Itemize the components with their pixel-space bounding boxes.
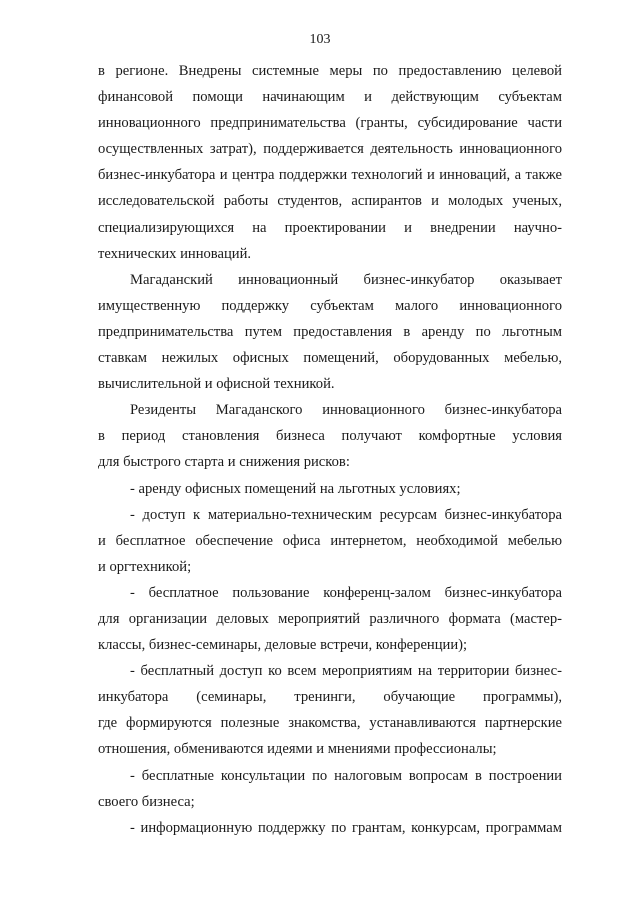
- text-line: инновационного предпринимательства (гранты, субсидирование части: [98, 115, 562, 132]
- text-line: имущественную поддержку субъектам малого инновационного: [98, 297, 562, 314]
- text-line: классы, бизнес-семинары, деловые встречи, конференции);: [98, 637, 468, 654]
- text-line: в период становления бизнеса получают комфортные условия: [98, 428, 562, 445]
- text-line: исследовательской работы студентов, аспирантов и молодых ученых,: [98, 193, 562, 210]
- text-line: где формируются полезные знакомства, устанавливаются партнерские: [98, 715, 562, 732]
- text-line: Резиденты Магаданского инновационного бизнес-инкубатора: [130, 402, 562, 419]
- text-line: Магаданский инновационный бизнес-инкубатор оказывает: [130, 271, 562, 288]
- text-line: финансовой помощи начинающим и действующим субъектам: [98, 89, 562, 106]
- text-line: и бесплатное обеспечение офиса интернетом, необходимой мебелью: [98, 532, 562, 549]
- text-line: предпринимательства путем предоставления в аренду по льготным: [98, 323, 562, 340]
- text-line: - бесплатное пользование конференц-залом бизнес-инкубатора: [130, 584, 562, 601]
- text-line: - бесплатные консультации по налоговым вопросам в построении: [130, 767, 562, 784]
- text-line: инкубатора (семинары, тренинги, обучающие программы),: [98, 689, 562, 706]
- text-line: вычислительной и офисной техникой.: [98, 376, 335, 393]
- text-line: - аренду офисных помещений на льготных условиях;: [130, 480, 461, 497]
- body-text: [98, 58, 562, 841]
- text-line: ставкам нежилых офисных помещений, оборудованных мебелью,: [98, 350, 562, 367]
- text-line: - бесплатный доступ ко всем мероприятиям на территории бизнес-: [130, 663, 562, 680]
- text-line: технических инноваций.: [98, 245, 252, 262]
- text-line: - информационную поддержку по грантам, конкурсам, программам: [130, 819, 562, 836]
- text-line: бизнес-инкубатора и центра поддержки технологий и инноваций, а также: [98, 167, 562, 184]
- text-line: - доступ к материально-техническим ресурсам бизнес-инкубатора: [130, 506, 562, 523]
- text-line: отношения, обмениваются идеями и мнениями профессионалы;: [98, 741, 497, 758]
- text-line: своего бизнеса;: [98, 793, 195, 810]
- text-line: для быстрого старта и снижения рисков:: [98, 454, 350, 471]
- page-number: 103: [309, 32, 331, 47]
- text-line: для организации деловых мероприятий различного формата (мастер-: [98, 610, 562, 627]
- text-line: и оргтехникой;: [98, 558, 192, 575]
- text-line: специализирующихся на проектировании и внедрении научно-: [98, 219, 562, 236]
- text-line: в регионе. Внедрены системные меры по предоставлению целевой: [98, 63, 562, 79]
- text-line: осуществленных затрат), поддерживается деятельность инновационного: [98, 141, 562, 158]
